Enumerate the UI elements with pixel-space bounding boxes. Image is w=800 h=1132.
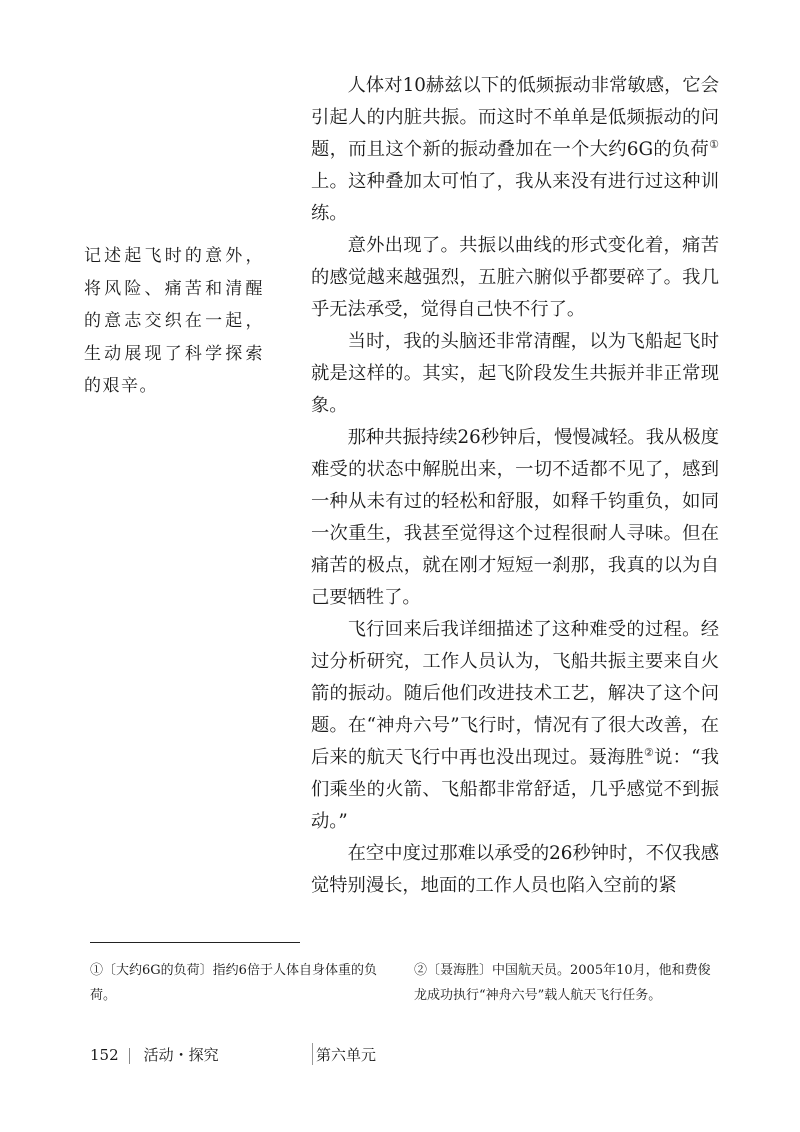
body-text — [311, 70, 719, 902]
page-footer — [90, 1045, 219, 1065]
footnote-divider — [90, 942, 300, 943]
footer-divider — [312, 1043, 313, 1065]
paragraph-text: 人体对10赫兹以下的低频振动非常敏感，它会引起人的内脏共振。而这时不单单是低频振动的问题，而且这个新的振动叠加在一个大约6G的负荷 — [311, 75, 719, 160]
paragraph — [311, 70, 719, 230]
footnote-text: 〔大约6G的负荷〕指约6倍于人体自身体重的负荷。 — [90, 963, 377, 1003]
footnote-text: 〔聂海胜〕中国航天员。2005年10月，他和费俊龙成功执行“神舟六号”载人航天飞行任务。 — [414, 963, 711, 1003]
paragraph: 在空中度过那难以承受的26秒钟时，不仅我感觉特别漫长，地面的工作人员也陷入空前的紧 — [311, 843, 719, 896]
paragraph: 当时，我的头脑还非常清醒，以为飞船起飞时就是这样的。其实，起飞阶段发生共振并非正常现象。 — [311, 331, 719, 416]
footnote-mark: ② — [414, 963, 428, 978]
footnote-marker: ① — [709, 138, 719, 151]
page-number: 152 — [90, 1046, 119, 1064]
paragraph-text: 说：“我们乘坐的火箭、飞船都非常舒适，几乎感觉不到振动。” — [311, 747, 719, 832]
paragraph — [311, 614, 719, 838]
footnote — [414, 958, 720, 1008]
section-label: 活动・探究 — [143, 1046, 219, 1064]
footnote — [90, 958, 390, 1008]
paragraph: 意外出现了。共振以曲线的形式变化着，痛苦的感觉越来越强烈，五脏六腑似乎都要碎了。我几乎无法承受，觉得自己快不行了。 — [311, 235, 719, 320]
footnote-marker: ② — [644, 746, 655, 759]
paragraph-text: 上。这种叠加太可怕了，我从来没有进行过这种训练。 — [311, 171, 719, 224]
footnote-mark: ① — [90, 963, 104, 978]
footer-divider — [129, 1048, 130, 1064]
unit-label: 第六单元 — [316, 1046, 377, 1064]
paragraph: 那种共振持续26秒钟后，慢慢减轻。我从极度难受的状态中解脱出来，一切不适都不见了，感到一种从未有过的轻松和舒服，如释千钧重负，如同一次重生，我甚至觉得这个过程很耐人寻味。但在痛苦的极点，就在刚才短短一刹那，我真的以为自己要牺牲了。 — [311, 427, 719, 608]
paragraph-text: 飞行回来后我详细描述了这种难受的过程。经过分析研究，工作人员认为，飞船共振主要来自火箭的振动。随后他们改进技术工艺，解决了这个问题。在“神舟六号”飞行时，情况有了很大改善，在后来的航天飞行中再也没出现过。聂海胜 — [311, 619, 719, 768]
margin-annotation: 记述起飞时的意外，将风险、痛苦和清醒的意志交织在一起，生动展现了科学探索的艰辛。 — [84, 246, 264, 396]
